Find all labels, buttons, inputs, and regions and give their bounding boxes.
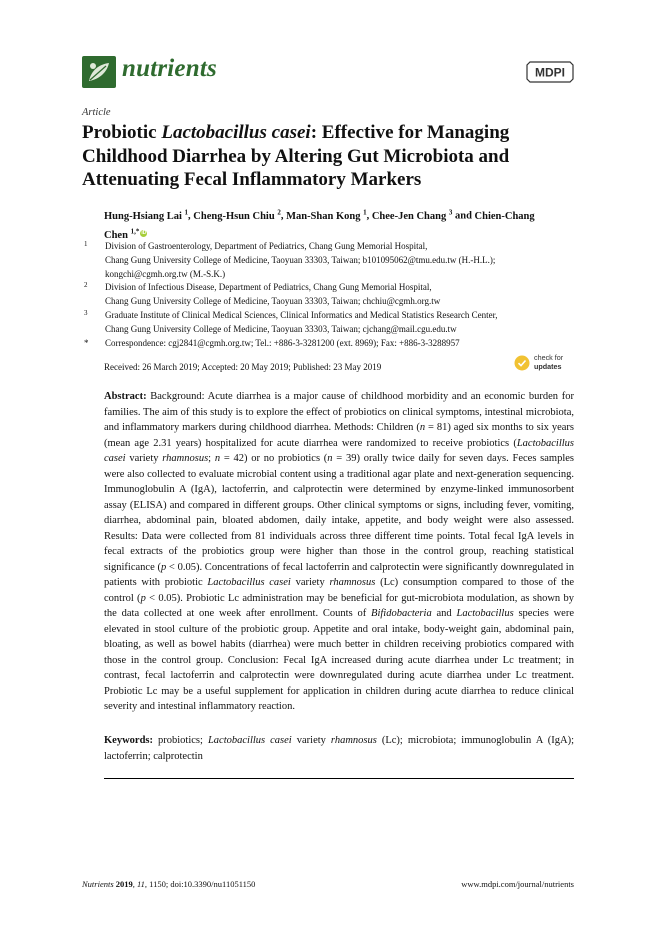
affiliation-number: * [84,337,89,348]
abstract [104,389,574,715]
affiliations [84,240,584,350]
author [104,208,189,222]
title-part-1: Probiotic [82,122,162,143]
title-part-2: : Effective for Managing Childhood Diarrhea by Altering Gut Microbiota and Attenuating Fecal Inflammatory Markers [82,122,510,190]
author-affil-number: 1,* [130,227,140,235]
author-affil-number: 1 [363,208,367,216]
affiliation-number: 3 [84,308,88,317]
section-divider [104,778,574,779]
mdpi-logo [526,61,574,83]
abstract-text: p [140,592,146,604]
footer-url[interactable]: www.mdpi.com/journal/nutrients [461,879,574,889]
check-updates-line2: updates [534,361,562,371]
abstract-text: Lactobacillus casei [207,577,291,588]
affiliation-line: Division of Gastroenterology, Department of Pediatrics, Chang Gung Memorial Hospital, [105,241,428,251]
affiliation-number: 1 [84,240,88,248]
footer-volume: 11 [137,879,145,889]
author-name: Chee-Jen Chang [371,210,447,222]
affiliation [84,281,584,309]
keyword-text: variety [291,735,331,746]
abstract-text: n [327,453,333,464]
affiliation-line: kongchi@cgmh.org.tw (M.-S.K.) [105,268,226,279]
affiliation-number: 2 [84,281,88,290]
keywords-label: Keywords: [104,735,153,746]
abstract-text: < 0.05). Concentrations of fecal lactoferrin and calprotectin were significantly downregulated in patients with probiotic [104,561,574,588]
author [286,208,367,222]
author-name: Hung-Hsiang Lai [104,210,182,222]
keyword-text: rhamnosus [330,735,377,746]
abstract-text: Background: Acute diarrhea is a major cause of childhood morbidity and an economic burden for families. The aim of this study is to explore the effect of probiotics on clinical symptoms, intestinal microbiota, and inflammatory markers during childhood diarrhea. Methods: Children ( [104,391,574,433]
affiliation-line: Graduate Institute of Clinical Medical Sciences, Clinical Informatics and Medical Statistics Research Center, [105,309,498,320]
abstract-text: rhamnosus [329,577,376,588]
nutrients-journal-icon [82,56,116,88]
abstract-body [104,391,574,712]
affiliation-line: Chang Gung University College of Medicine, Taoyuan 33303, Taiwan; b101095062@tmu.edu.tw (H.-H.L.); [105,254,496,265]
author [371,208,453,222]
abstract-text: < 0.05). Probiotic Lc administration may be beneficial for gut-microbiota modulation, as shown by the data collected at one week after enrollment. Counts of [104,592,574,619]
abstract-text: n [214,453,221,464]
article-type: Article [82,107,111,118]
check-updates-icon [514,355,530,371]
abstract-text: species were elevated in stool culture of the probiotic group. Appetite and oral intake, body-weight gain, abdominal pain, bloating, as well as bowel habits (diarrhea) were much better in children receiving probiotics compared with those in the control group. Conclusion: Fecal IgA increased during acute diarrhea under Lc treatment; in contrast, fecal lactoferrin and calprotectin were downregulated during acute diarrhea under Lc treatment. Probiotic Lc may be a useful supplement for application in children during acute diarrhea to reduce clinical severity and intestinal inflammatory reaction. [104,608,574,712]
footer-citation: Nutrients 2019, 11, 1150; doi:10.3390/nu11051150 [82,879,256,889]
abstract-label: Abstract: [104,391,147,402]
check-updates-label [534,354,563,371]
author-affil-number: 1 [184,208,189,216]
abstract-text: p [160,561,167,573]
author-list: Hung-Hsiang Lai $^1$, Cheng-Hsun Chiu $^2$, Man-Shan Kong $^1$, Chee-Jen Chang $^3$ and Chien-Chang Chen $^{1,*}$ iD [104,208,535,241]
keyword-text: Lactobacillus casei [207,735,292,746]
abstract-text: and [431,608,457,619]
footer-doi: , 1150; doi:10.3390/nu11051150 [144,879,256,889]
affiliation-line: Chang Gung University College of Medicine, Taoyuan 33303, Taiwan; chchiu@cgmh.org.tw [105,296,441,307]
author [193,208,281,222]
publication-dates: Received: 26 March 2019; Accepted: 20 May 2019; Published: 23 May 2019 [104,362,382,372]
check-for-updates-button[interactable] [514,354,578,376]
affiliation-line: Chang Gung University College of Medicine, Taoyuan 33303, Taiwan; cjchang@mail.cgu.edu.tw [105,323,457,334]
footer-journal: Nutrients [82,879,114,889]
affiliation-line: Division of Infectious Disease, Department of Pediatrics, Chang Gung Memorial Hospital, [105,282,432,293]
journal-name: nutrients [122,55,217,82]
affiliation-line: Correspondence: cgj2841@cgmh.org.tw; Tel.: +886-3-3281200 (ext. 8969); Fax: +886-3-3288957 [105,337,460,348]
abstract-text: variety [125,453,163,464]
author-name: Man-Shan Kong [286,210,361,222]
abstract-text: = 42) or no probiotics ( [220,453,328,464]
abstract-text: = 39) orally twice daily for seven days. Feces samples were also collected to evaluate microbial content using a traditional agar plate and next-generation sequencing. Immunoglobulin A (IgA), lactoferrin, and calprotectin were determined by enzyme-linked immunosorbent assay (ELISA) and compared in different groups. Other clinical symptoms or signs, including fever, vomiting, diarrhea, abdominal pain, bloated abdomen, daily intake, appetite, and body weight were also assessed. Results: Data were collected from 81 individuals across three different time points. Total fecal IgA levels in fecal extracts of the probiotics group were higher than those in the control group, reaching statistical significance ( [104,453,575,573]
article-title [82,121,582,192]
keyword-text: (Lc); microbiota; immunoglobulin A (IgA); lactoferrin; calprotectin [104,735,574,762]
orcid-icon: iD [141,229,147,236]
author-affil-number: 3 [448,208,453,216]
author-name: Chien-Chang Chen [104,210,535,241]
abstract-text: (Lc) consumption compared to those of the control ( [104,577,574,604]
author-name: Cheng-Hsun Chiu [193,210,275,222]
title-italic: Lactobacillus casei [161,122,311,143]
author-affil-number: 2 [277,208,281,216]
check-updates-line1: check for [534,353,564,362]
abstract-text: variety [290,577,330,588]
abstract-text: Lactobacillus casei [104,437,574,464]
affiliation [84,337,584,351]
abstract-text: = 81) aged six months to six years (mean age 2.31 years) hospitalized for acute diarrhea were randomized to receive probiotics ( [104,422,574,449]
mdpi-logo-text: MDPI [535,65,565,80]
affiliation [84,309,584,337]
footer-year: 2019 [115,879,133,889]
abstract-text: rhamnosus [162,453,209,464]
keyword-text: probiotics; [153,735,208,746]
keywords [104,733,574,764]
abstract-text: ; [208,453,215,464]
abstract-text: n [419,422,426,433]
affiliation [84,240,584,281]
keywords-body [104,735,574,762]
abstract-text: Lactobacillus [456,608,514,619]
abstract-text: Bifidobacteria [371,608,432,619]
